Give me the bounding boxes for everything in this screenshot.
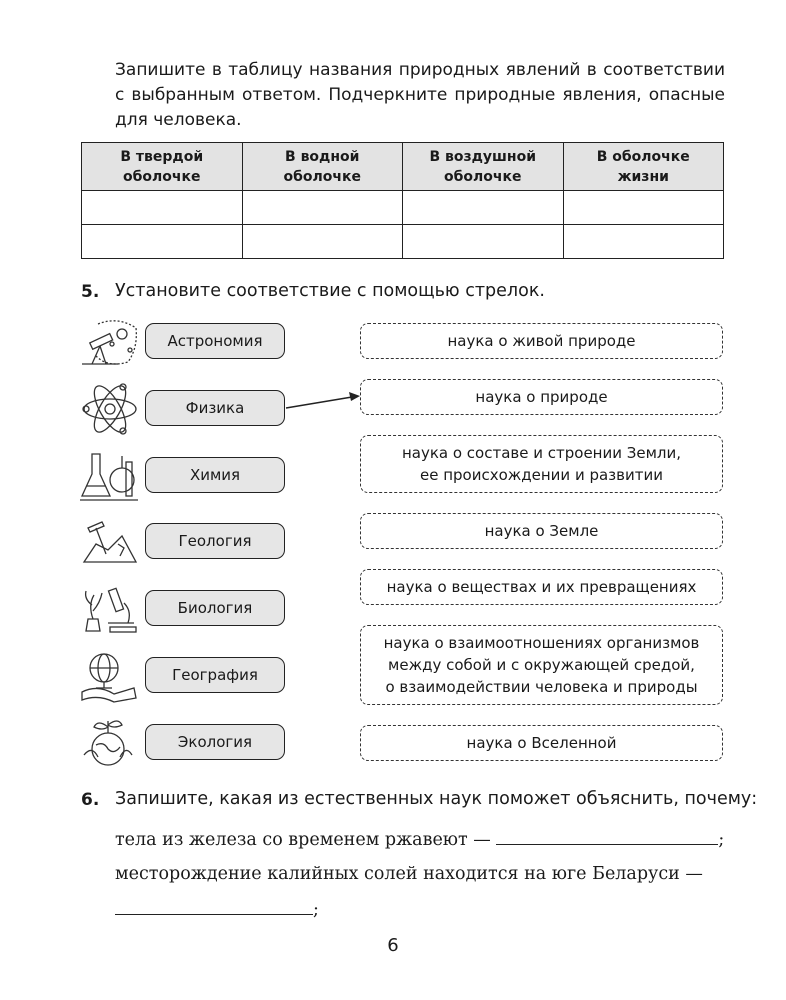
intro-line-2: с выбранным ответом. Подчеркните природные явления, опасные — [115, 85, 725, 105]
science-ecology[interactable]: Экология — [145, 724, 285, 760]
table-row — [82, 191, 724, 225]
intro-line-1: Запишите в таблицу названия природных явлений в соответствии — [115, 60, 725, 80]
table-cell-input[interactable] — [403, 191, 564, 225]
table-cell-input[interactable] — [82, 191, 243, 225]
table-header-cell: В оболочке жизни — [563, 143, 724, 191]
definition-text: наука о составе и строении Земли, ее происхождении и развитии — [401, 444, 682, 484]
table-cell-input[interactable] — [242, 191, 403, 225]
answer-blank-1[interactable] — [496, 828, 718, 845]
task-6-line-3 — [115, 898, 319, 920]
table-header-cell: В воздушной оболочке — [403, 143, 564, 191]
table-header-row — [82, 143, 724, 191]
rock-hammer-icon — [78, 514, 140, 570]
table-cell-input[interactable] — [403, 225, 564, 259]
definition-text: наука о живой природе — [447, 332, 636, 350]
phenomena-table — [81, 142, 724, 259]
definition-box[interactable] — [360, 725, 723, 761]
task-5-text: Установите соответствие с помощью стрелок. — [115, 281, 545, 301]
globe-icon — [78, 648, 140, 704]
science-biology[interactable]: Биология — [145, 590, 285, 626]
task-6-line-2: месторождение калийных солей находится на юге Беларуси — — [115, 864, 703, 884]
task-5-number: 5. — [81, 282, 100, 302]
semicolon: ; — [313, 900, 319, 920]
atom-icon — [78, 381, 140, 437]
definition-box[interactable] — [360, 569, 723, 605]
definition-box[interactable] — [360, 625, 723, 705]
science-geology[interactable]: Геология — [145, 523, 285, 559]
definition-text: наука о веществах и их превращениях — [386, 578, 697, 596]
definition-text: наука о Вселенной — [466, 734, 617, 752]
answer-blank-2[interactable] — [115, 898, 313, 915]
science-chemistry[interactable]: Химия — [145, 457, 285, 493]
definition-text: наука о взаимоотношениях организмов между собой и с окружающей средой, о взаимодействии человека и природы — [383, 634, 700, 696]
definition-box[interactable] — [360, 379, 723, 415]
semicolon: ; — [718, 830, 725, 850]
table-header-cell: В водной оболочке — [242, 143, 403, 191]
page-number: 6 — [387, 935, 399, 956]
definition-box[interactable] — [360, 513, 723, 549]
telescope-icon — [78, 314, 140, 370]
intro-paragraph — [115, 58, 725, 133]
definition-text: наука о природе — [475, 388, 608, 406]
microscope-icon — [78, 581, 140, 637]
table-cell-input[interactable] — [563, 225, 724, 259]
task-6-line-1-text: тела из железа со временем ржавеют — — [115, 830, 491, 850]
definition-text: наука о Земле — [484, 522, 599, 540]
intro-line-3: для человека. — [115, 110, 242, 130]
task-6-number: 6. — [81, 790, 100, 810]
definition-box[interactable] — [360, 323, 723, 359]
science-astronomy[interactable]: Астрономия — [145, 323, 285, 359]
table-row — [82, 225, 724, 259]
table-cell-input[interactable] — [242, 225, 403, 259]
flask-icon — [78, 448, 140, 504]
table-cell-input[interactable] — [82, 225, 243, 259]
table-header-cell: В твердой оболочке — [82, 143, 243, 191]
science-geography[interactable]: География — [145, 657, 285, 693]
task-6-text: Запишите, какая из естественных наук поможет объяснить, почему: — [115, 789, 758, 809]
earth-plant-icon — [78, 715, 140, 771]
task-6-line-1 — [115, 828, 724, 850]
table-cell-input[interactable] — [563, 191, 724, 225]
definition-box[interactable] — [360, 435, 723, 493]
science-physics[interactable]: Физика — [145, 390, 285, 426]
